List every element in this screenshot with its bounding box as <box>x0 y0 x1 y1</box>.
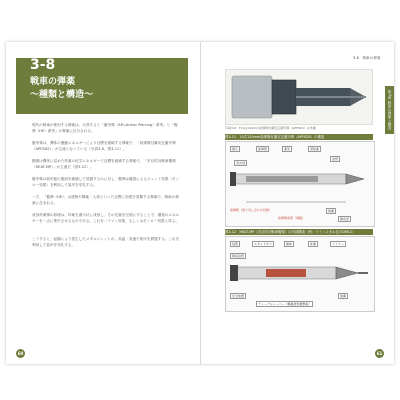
chapter-tab: 第3章 戦車の弾薬と構造 <box>385 86 394 134</box>
figure-label: 雷管 <box>332 157 339 161</box>
paragraph: 一方、「榴弾（HE）」は建物や陣地・人員といった目標に効果を発揮する弾薬で、戦車の弾薬に含まれる。 <box>32 195 179 205</box>
apfsds-figure <box>225 141 375 227</box>
paragraph: 現代の戦車が使用する弾薬は、大別すると「徹甲弾（AP=Armor Piercing）系列」と「榴弾（HE）系列」の弾薬に区分される。 <box>32 123 178 133</box>
right-page <box>201 42 394 364</box>
figure-label: 尾翼 <box>328 209 335 213</box>
figure-label: ライナー <box>332 242 344 246</box>
figure-label: 装弾筒前部（飛散） <box>278 216 306 220</box>
book-spread <box>6 42 394 364</box>
figure-label: 発射薬 <box>310 147 320 151</box>
figure-label: 曳光剤 <box>236 161 246 165</box>
figure-label: 弾底部 <box>340 217 350 221</box>
figure-title: 図3-12 HEAT-MP（多目的対戦車榴弾）の内部構造（例：ラインメタル社のDM12） <box>225 229 373 235</box>
figure-label: 装弾筒 <box>258 147 268 151</box>
paragraph: 榴弾は彈体に詰めた炸薬の化学エネルギーで目標を破壊する弾薬で、「多目的対戦車榴弾（HEAT-MP）」が主流だ（図3-12）。 <box>32 159 176 169</box>
figure-label: ウェーブシェーパー（爆薬波形調整板） <box>258 302 312 306</box>
round-illustration <box>226 70 372 124</box>
chapter-number: 3-8 <box>30 57 56 73</box>
running-head: 3-8 戦車の弾薬 <box>353 56 381 60</box>
paragraph: 徹甲弾は装甲板の裏面を破壊して侵徹するのに対し、榴弾は爆発によるジェット効果（モンロー効果）を利用して装甲を穿孔する。 <box>32 177 180 187</box>
figure-label: 安全装置 <box>232 294 245 298</box>
heat-mp-figure <box>225 236 375 312</box>
paragraph: 徹甲弾は、彈体の運動エネルギーにより目標を破壊する弾薬で、「装弾筒付翼安定徹甲弾（APFSDS）」が主流となっている（写真3-8、図3-11）。 <box>32 141 176 151</box>
paragraph: 成形炸薬弾の原理は、炸薬を漏斗状に成形し、その先端を空洞にすることで、爆発のエネルギーを一点に集中させるものである。これをノイマン効果、もしくはモンロー効果と呼ぶ。 <box>32 213 180 223</box>
ammunition-photo <box>225 69 373 125</box>
left-page <box>6 42 200 364</box>
page-number: 61 <box>376 351 383 356</box>
paragraph: こうすると、起爆により発生したメタルジェットが、高温・高速で装甲を貫通する。これを利用して装甲を穿孔する。 <box>32 237 180 247</box>
photo-caption: 写真3-8 T14は120mm装弾筒付翼安定徹甲弾（APFSDS）の外観 <box>225 126 316 130</box>
page-number: 60 <box>17 351 24 356</box>
figure-label: 薬莢 <box>284 147 291 151</box>
figure-label: 弾芯 <box>232 147 239 151</box>
figure-label: 信管 <box>232 242 239 246</box>
figure-label: 弾底信管 <box>232 254 245 258</box>
figure-label: スタンドオフ <box>254 242 272 246</box>
section-header <box>16 58 188 114</box>
section-title: 戦車の弾薬 〜種類と構造〜 <box>30 77 94 100</box>
heat-mp-diagram <box>226 237 374 311</box>
figure-label: 尾翼 <box>340 294 347 298</box>
figure-label: 弾体 <box>286 242 293 246</box>
figure-title: 図3-11 10式120mm装弾筒付翼安定徹甲弾（APFSDS）の構造 <box>225 134 373 140</box>
apfsds-diagram <box>226 142 374 226</box>
figure-label: 炸薬 <box>310 242 317 246</box>
figure-label: 装弾筒（送り出しされた状態） <box>230 208 273 212</box>
